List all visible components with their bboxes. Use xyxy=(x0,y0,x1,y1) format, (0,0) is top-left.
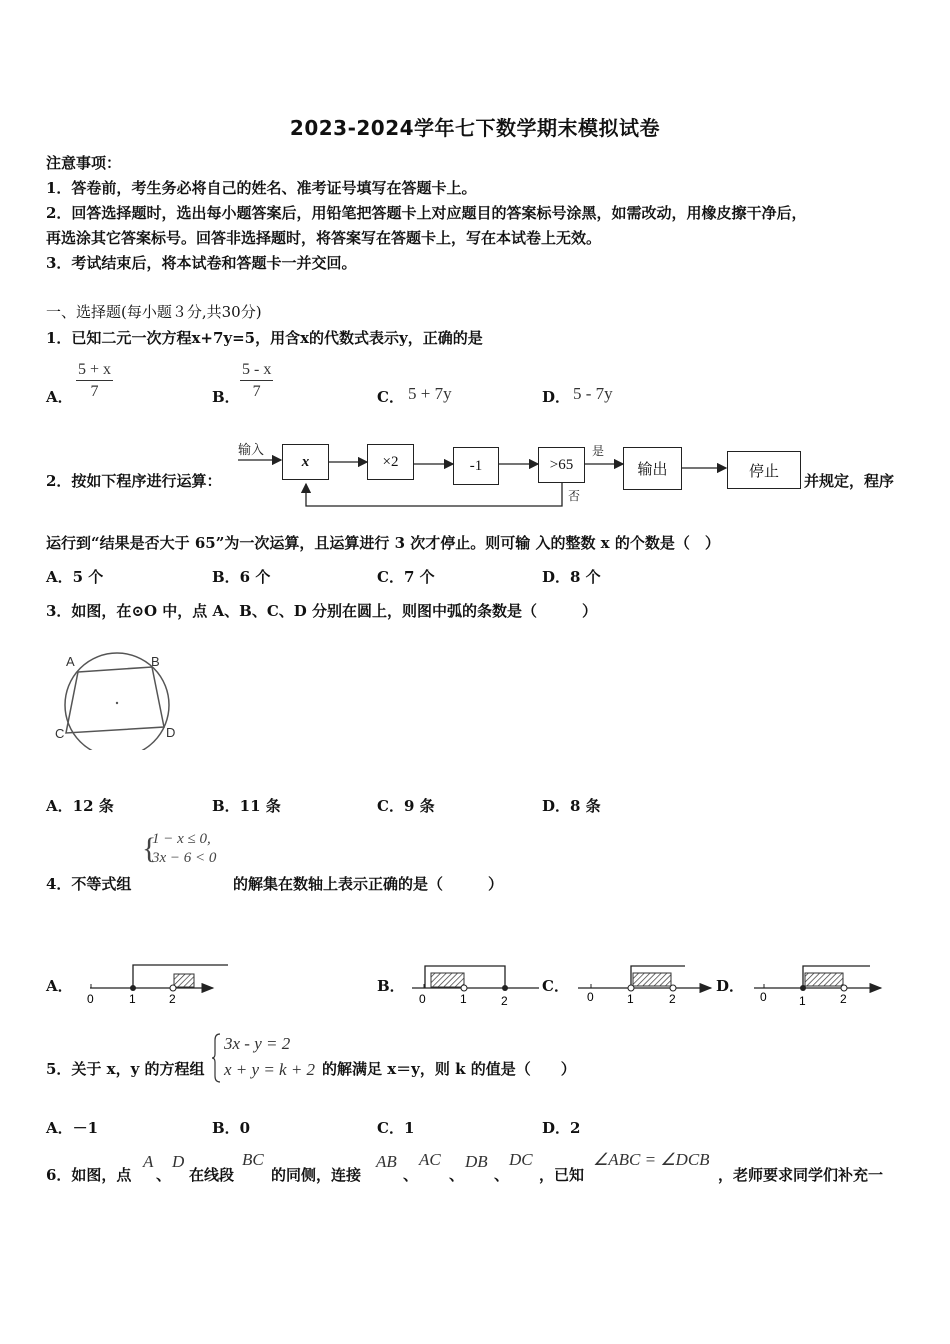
q5-brace xyxy=(212,1032,222,1084)
q1-option-b-label: B． xyxy=(212,388,240,406)
q6-segment-ab: AB xyxy=(376,1152,397,1171)
flow-box-input-x: x xyxy=(282,444,329,480)
flow-box-minus-one: -1 xyxy=(453,447,499,485)
page-title: 2023-2024学年七下数学期末模拟试卷 xyxy=(289,116,661,140)
q1-option-b-fraction xyxy=(240,360,273,403)
q5-option-a: A．－1 xyxy=(46,1119,99,1137)
inscribed-quadrilateral xyxy=(66,667,164,733)
q3-option-b: B．11 条 xyxy=(212,797,281,815)
q2-stem-start: 2．按如下程序进行运算： xyxy=(46,472,222,490)
q4-stem-start: 4．不等式组 xyxy=(46,875,132,893)
q5-equation-2: x + y = k + 2 xyxy=(224,1060,316,1079)
label-a: A xyxy=(66,654,75,669)
flow-box-stop: 停止 xyxy=(727,451,801,489)
q2-option-a: A．5 个 xyxy=(46,568,104,586)
q6-segment-dc: DC xyxy=(509,1150,533,1169)
center-point xyxy=(116,702,118,704)
q6-point-d: D xyxy=(172,1152,185,1171)
notice-item-2: 2．回答选择题时，选出每小题答案后，用铅笔把答题卡上对应题目的答案标号涂黑，如需改动，用橡皮擦干净后， xyxy=(46,204,807,222)
q1-option-d-expr: 5 - 7y xyxy=(573,384,613,403)
q5-option-b: B．0 xyxy=(212,1119,251,1137)
flow-yes-label: 是 xyxy=(592,444,605,458)
q4-option-b: B． xyxy=(377,977,405,995)
q6-sep-1: 、 xyxy=(156,1166,172,1184)
q4-inequality-2: 3x − 6 < 0 xyxy=(152,850,217,866)
flow-loop-arrow xyxy=(306,482,562,506)
q4-inequality-system xyxy=(142,830,216,868)
q6-point-a: A xyxy=(143,1152,154,1171)
tick-0-d: 0 xyxy=(760,990,767,1004)
q4-option-d: D． xyxy=(716,977,745,995)
q6-text-3: 的同侧，连接 xyxy=(271,1166,362,1184)
tick-0-c: 0 xyxy=(587,990,594,1004)
tick-2-d: 2 xyxy=(840,992,847,1006)
q1-option-d-label: D． xyxy=(542,388,571,406)
q3-circle-figure xyxy=(50,650,185,750)
number-line-d xyxy=(754,966,881,1008)
q6-text-4: ，已知 xyxy=(539,1166,585,1184)
q6-segment-ac: AC xyxy=(419,1150,441,1169)
q1-option-c-expr: 5 + 7y xyxy=(408,384,452,403)
q5-stem-end: 的解满足 x＝y，则 k 的值是（ ） xyxy=(322,1060,576,1078)
q4-brace: { xyxy=(142,832,157,865)
flow-box-compare: >65 xyxy=(538,447,585,483)
q6-text-1: 6．如图，点 xyxy=(46,1166,132,1184)
notice-item-2-cont: 再选涂其它答案标号。回答非选择题时，将答案写在答题卡上，写在本试卷上无效。 xyxy=(46,229,602,247)
flow-box-output: 输出 xyxy=(623,447,682,490)
q6-sep-2: 、 xyxy=(403,1166,419,1184)
label-c: C xyxy=(55,726,65,741)
label-b: B xyxy=(151,654,160,669)
q3-stem: 3．如图，在⊙O 中，点 A、B、C、D 分别在圆上，则图中弧的条数是（ ） xyxy=(46,602,598,620)
q2-stem-line2: 运行到“结果是否大于 65”为一次运算，且运算进行 3 次才停止。则可输 入的整数 x 的个数是（ ） xyxy=(46,534,720,552)
q4-option-a: A． xyxy=(46,977,73,995)
tick-0-b: 0 xyxy=(419,992,426,1006)
tick-1-b: 1 xyxy=(460,992,467,1006)
q3-option-a: A．12 条 xyxy=(46,797,114,815)
q1-option-b-numerator: 5 - x xyxy=(240,360,273,381)
q5-stem-start: 5．关于 x，y 的方程组 xyxy=(46,1060,205,1078)
q2-option-d: D．8 个 xyxy=(542,568,601,586)
tick-0-a: 0 xyxy=(87,992,94,1006)
q1-stem: 1．已知二元一次方程x+7y=5，用含x的代数式表示y，正确的是 xyxy=(46,329,483,347)
q1-option-a-fraction xyxy=(76,360,113,403)
tick-1-a: 1 xyxy=(129,992,136,1006)
q5-option-d: D．2 xyxy=(542,1119,581,1137)
q6-text-5: ，老师要求同学们补充一 xyxy=(718,1166,884,1184)
q4-inequality-1: 1 − x ≤ 0, xyxy=(152,831,211,847)
tick-1-c: 1 xyxy=(627,992,634,1006)
notice-item-1: 1．答卷前，考生务必将自己的姓名、准考证号填写在答题卡上。 xyxy=(46,179,477,197)
section-heading: 一、选择题(每小题３分,共30分) xyxy=(46,303,262,321)
q4-number-lines xyxy=(0,955,950,1010)
flow-input-label: 输入 xyxy=(238,442,265,457)
q5-equation-1: 3x - y = 2 xyxy=(224,1034,291,1053)
q6-text-2: 在线段 xyxy=(189,1166,235,1184)
q4-stem-end: 的解集在数轴上表示正确的是（ ） xyxy=(233,875,504,893)
flow-box-times-two: ×2 xyxy=(367,444,414,480)
q1-option-a-label: A． xyxy=(46,388,73,406)
label-d: D xyxy=(166,725,176,740)
q6-segment-bc: BC xyxy=(242,1150,264,1169)
notice-item-3: 3．考试结束后，将本试卷和答题卡一并交回。 xyxy=(46,254,357,272)
q3-option-d: D．8 条 xyxy=(542,797,601,815)
q5-option-c: C．1 xyxy=(377,1119,415,1137)
q2-stem-end: 并规定，程序 xyxy=(804,472,895,490)
q6-angle-condition: ∠ABC = ∠DCB xyxy=(593,1150,710,1169)
q2-option-b: B．6 个 xyxy=(212,568,271,586)
q3-option-c: C．9 条 xyxy=(377,797,435,815)
q1-option-a-numerator: 5 + x xyxy=(76,360,113,381)
q4-option-c: C． xyxy=(542,977,569,995)
q6-sep-4: 、 xyxy=(494,1166,510,1184)
number-line-c xyxy=(578,966,711,1006)
q6-sep-3: 、 xyxy=(449,1166,465,1184)
number-line-a xyxy=(87,965,228,1006)
flow-no-label: 否 xyxy=(568,489,581,503)
notice-heading: 注意事项： xyxy=(46,154,122,172)
q2-option-c: C．7 个 xyxy=(377,568,435,586)
q1-option-c-label: C． xyxy=(377,388,404,406)
number-line-b xyxy=(412,966,539,1008)
tick-1-d: 1 xyxy=(799,994,806,1008)
q6-segment-db: DB xyxy=(465,1152,488,1171)
q1-option-a-denominator: 7 xyxy=(90,383,99,400)
q1-option-b-denominator: 7 xyxy=(252,383,261,400)
tick-2-a: 2 xyxy=(169,992,176,1006)
tick-2-b: 2 xyxy=(501,994,508,1008)
tick-2-c: 2 xyxy=(669,992,676,1006)
